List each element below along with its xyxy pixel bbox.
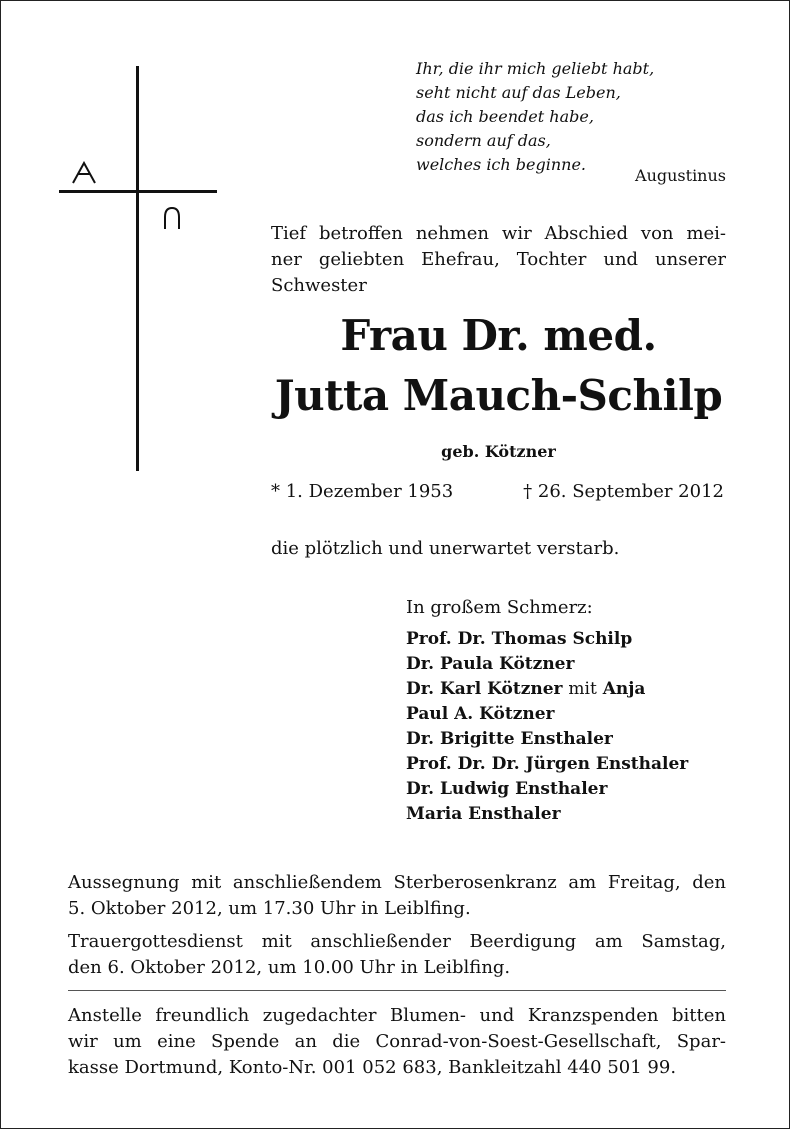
cross-horizontal-bar (59, 190, 217, 193)
deceased-name: Jutta Mauch-Schilp (274, 371, 723, 420)
service-line: 5. Oktober 2012, um 17.30 Uhr in Leiblfing. (68, 898, 471, 919)
omega-icon (161, 206, 183, 230)
quote-line: seht nicht auf das Leben, (416, 83, 621, 102)
donation-line: kasse Dortmund, Konto-Nr. 001 052 683, Bankleitzahl 440 501 99. (68, 1057, 677, 1078)
service-funeral (68, 929, 726, 981)
mourners-list (406, 627, 688, 827)
mourner: Maria Ensthaler (406, 804, 561, 824)
donation-line: wir um eine Spende an die Conrad-von-Soest-Gesellschaft, Spar- (68, 1031, 726, 1052)
donation-note (68, 1003, 726, 1081)
mourner: Paul A. Kötzner (406, 704, 555, 724)
quote-line: Ihr, die ihr mich geliebt habt, (416, 59, 655, 78)
deceased-title: Frau Dr. med. (340, 311, 657, 360)
mourner-conjunction: mit (568, 679, 597, 699)
cross-vertical-bar (136, 66, 139, 471)
mourner: Prof. Dr. Thomas Schilp (406, 629, 633, 649)
intro-line: Tief betroffen nehmen wir Abschied von mei- (271, 223, 726, 244)
quote-line: sondern auf das, (416, 131, 551, 150)
service-line: den 6. Oktober 2012, um 10.00 Uhr in Leiblfing. (68, 957, 511, 978)
divider (68, 990, 726, 991)
quote-author: Augustinus (635, 166, 726, 185)
mourner: Dr. Brigitte Ensthaler (406, 729, 613, 749)
maiden-name: geb. Kötzner (441, 442, 556, 461)
mourner: Prof. Dr. Dr. Jürgen Ensthaler (406, 754, 689, 774)
birth-date: * 1. Dezember 1953 (271, 481, 454, 502)
service-line: Trauergottesdienst mit anschließender Beerdigung am Samstag, (68, 931, 726, 952)
intro-text (271, 221, 726, 299)
quote-line: das ich beendet habe, (416, 107, 594, 126)
service-line: Aussegnung mit anschließendem Sterberosenkranz am Freitag, den (68, 872, 726, 893)
mourner: Dr. Ludwig Ensthaler (406, 779, 608, 799)
donation-line: Anstelle freundlich zugedachter Blumen- und Kranzspenden bitten (68, 1005, 726, 1026)
mourner-name: Anja (602, 679, 646, 699)
service-blessing (68, 870, 726, 922)
mourners-label: In großem Schmerz: (406, 597, 593, 618)
mourner-name: Dr. Karl Kötzner (406, 679, 563, 699)
quote (416, 57, 654, 177)
death-note: die plötzlich und unerwartet verstarb. (271, 538, 620, 559)
quote-line: welches ich beginne. (416, 155, 587, 174)
mourner (406, 677, 688, 702)
mourner: Dr. Paula Kötzner (406, 654, 575, 674)
alpha-icon (71, 161, 97, 185)
death-date: † 26. September 2012 (523, 481, 724, 502)
intro-line: Schwester (271, 275, 367, 296)
intro-line: ner geliebten Ehefrau, Tochter und unserer (271, 249, 726, 270)
